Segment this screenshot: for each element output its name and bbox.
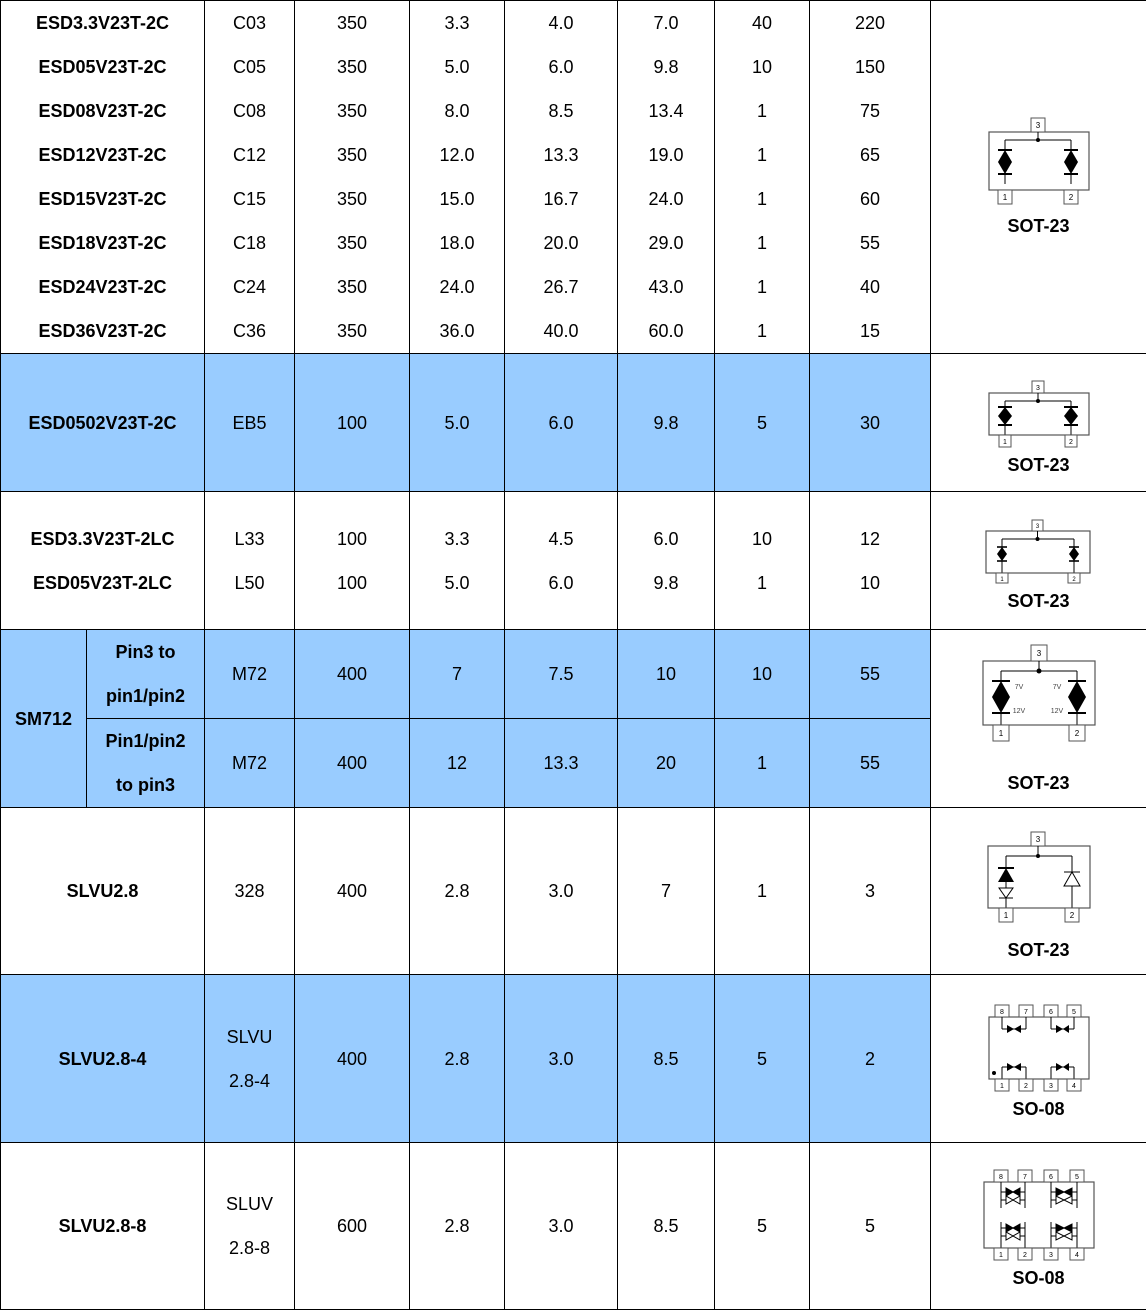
svg-text:3: 3: [1035, 835, 1040, 844]
vrwm-cell: 12: [410, 719, 505, 808]
svg-text:2: 2: [1074, 729, 1079, 738]
svg-text:6: 6: [1049, 1174, 1053, 1181]
svg-text:7: 7: [1024, 1009, 1028, 1016]
marking-cell: EB5: [205, 354, 295, 492]
vrwm-cell: 2.8: [410, 975, 505, 1143]
package-name: SOT-23: [1008, 589, 1070, 613]
vc-cell: 7: [618, 808, 715, 975]
svg-text:4: 4: [1072, 1083, 1076, 1090]
svg-text:7V: 7V: [1014, 684, 1023, 691]
package-cell: [931, 975, 1146, 1143]
marking-cell: M72: [205, 719, 295, 808]
cj-cell: 12 10: [810, 492, 931, 630]
svg-text:2: 2: [1069, 439, 1073, 446]
peak-power-cell: 350 350 350 350 350 350 350 350: [295, 1, 410, 354]
svg-text:3: 3: [1036, 649, 1041, 658]
svg-text:3: 3: [1049, 1083, 1053, 1090]
svg-text:1: 1: [1003, 439, 1007, 446]
sot23-dual-bidirectional-tvs-schematic-icon: [987, 116, 1091, 210]
svg-text:8: 8: [999, 1174, 1003, 1181]
package-name: SO-08: [1013, 1097, 1065, 1121]
svg-text:3: 3: [1035, 121, 1040, 130]
cj-cell: 5: [810, 1143, 931, 1310]
vc-cell: 9.8: [618, 354, 715, 492]
package-cell: [931, 808, 1146, 975]
marking-cell: SLUV 2.8-8: [205, 1143, 295, 1310]
ir-cell: 1: [715, 719, 810, 808]
ir-cell: 5: [715, 354, 810, 492]
svg-text:1: 1: [999, 1252, 1003, 1259]
vrwm-cell: 5.0: [410, 354, 505, 492]
vc-cell: 8.5: [618, 1143, 715, 1310]
svg-text:3: 3: [1035, 524, 1039, 530]
svg-text:2: 2: [1072, 577, 1076, 583]
part-number-cell: SLVU2.8-8: [1, 1143, 205, 1310]
svg-text:7: 7: [1023, 1174, 1027, 1181]
table-row: [1, 630, 1146, 719]
svg-text:2: 2: [1068, 193, 1073, 202]
vbr-cell: 3.0: [505, 975, 618, 1143]
package-name: SOT-23: [1008, 938, 1070, 962]
cj-cell: 3: [810, 808, 931, 975]
part-number-cell: ESD3.3V23T-2C ESD05V23T-2C ESD08V23T-2C ESD12V23T-2C ESD15V23T-2C ESD18V23T-2C ESD24V23T-2C ESD36V23T-2C: [1, 1, 205, 354]
package-name: SOT-23: [1008, 453, 1070, 477]
peak-power-cell: 400: [295, 719, 410, 808]
ir-cell: 10: [715, 630, 810, 719]
table-row: [1, 1143, 1146, 1310]
vrwm-cell: 7: [410, 630, 505, 719]
sot23-steering-diode-tvs-schematic-icon: [986, 830, 1092, 926]
peak-power-cell: 400: [295, 975, 410, 1143]
sot23-asymmetric-tvs-7v-12v-schematic-icon: [981, 643, 1097, 745]
cj-cell: 2: [810, 975, 931, 1143]
svg-text:6: 6: [1049, 1009, 1053, 1016]
marking-cell: M72: [205, 630, 295, 719]
svg-text:1: 1: [1002, 193, 1007, 202]
ir-cell: 10 1: [715, 492, 810, 630]
part-number-cell: SM712: [1, 630, 87, 808]
svg-text:8: 8: [1000, 1009, 1004, 1016]
sot23-low-capacitance-tvs-schematic-icon: [984, 519, 1094, 585]
ir-cell: 5: [715, 975, 810, 1143]
svg-text:1: 1: [998, 729, 1003, 738]
svg-text:2: 2: [1024, 1083, 1028, 1090]
vbr-cell: 4.0 6.0 8.5 13.3 16.7 20.0 26.7 40.0: [505, 1, 618, 354]
svg-text:1: 1: [1000, 1083, 1004, 1090]
vc-cell: 8.5: [618, 975, 715, 1143]
vbr-cell: 6.0: [505, 354, 618, 492]
sot23-dual-bidirectional-tvs-schematic-icon: [987, 379, 1091, 449]
so08-8-line-tvs-array-schematic-icon: [982, 1168, 1096, 1262]
vrwm-cell: 3.3 5.0: [410, 492, 505, 630]
package-cell: [931, 492, 1146, 630]
vbr-cell: 3.0: [505, 1143, 618, 1310]
cj-cell: 55: [810, 630, 931, 719]
cj-cell: 55: [810, 719, 931, 808]
marking-cell: 328: [205, 808, 295, 975]
ir-cell: 5: [715, 1143, 810, 1310]
vbr-cell: 7.5: [505, 630, 618, 719]
table-row: [1, 492, 1146, 630]
direction-cell: Pin1/pin2 to pin3: [87, 719, 205, 808]
vbr-cell: 13.3: [505, 719, 618, 808]
vrwm-cell: 2.8: [410, 808, 505, 975]
vrwm-cell: 2.8: [410, 1143, 505, 1310]
peak-power-cell: 100 100: [295, 492, 410, 630]
svg-text:5: 5: [1072, 1009, 1076, 1016]
vc-cell: 10: [618, 630, 715, 719]
part-number-cell: SLVU2.8: [1, 808, 205, 975]
part-number-cell: ESD3.3V23T-2LC ESD05V23T-2LC: [1, 492, 205, 630]
svg-text:3: 3: [1049, 1252, 1053, 1259]
svg-text:2: 2: [1023, 1252, 1027, 1259]
vc-cell: 7.0 9.8 13.4 19.0 24.0 29.0 43.0 60.0: [618, 1, 715, 354]
table-row: [1, 1, 1146, 354]
svg-text:2: 2: [1069, 911, 1074, 920]
table-row: [1, 975, 1146, 1143]
package-cell: [931, 1143, 1146, 1310]
table-row: [1, 808, 1146, 975]
vbr-cell: 3.0: [505, 808, 618, 975]
marking-cell: L33 L50: [205, 492, 295, 630]
so08-4-line-tvs-array-schematic-icon: [987, 1003, 1091, 1093]
svg-text:3: 3: [1036, 385, 1040, 392]
peak-power-cell: 100: [295, 354, 410, 492]
svg-text:5: 5: [1075, 1174, 1079, 1181]
package-name: SOT-23: [1008, 771, 1070, 795]
peak-power-cell: 400: [295, 630, 410, 719]
ir-cell: 1: [715, 808, 810, 975]
package-name: SO-08: [1013, 1266, 1065, 1290]
vrwm-cell: 3.3 5.0 8.0 12.0 15.0 18.0 24.0 36.0: [410, 1, 505, 354]
svg-text:12V: 12V: [1050, 708, 1063, 715]
svg-text:1: 1: [1003, 911, 1008, 920]
package-cell: [931, 1, 1146, 354]
marking-cell: SLVU 2.8-4: [205, 975, 295, 1143]
svg-text:1: 1: [1000, 577, 1004, 583]
package-name: SOT-23: [1008, 214, 1070, 238]
peak-power-cell: 600: [295, 1143, 410, 1310]
ir-cell: 40 10 1 1 1 1 1 1: [715, 1, 810, 354]
part-number-cell: SLVU2.8-4: [1, 975, 205, 1143]
cj-cell: 220 150 75 65 60 55 40 15: [810, 1, 931, 354]
vc-cell: 20: [618, 719, 715, 808]
part-number-cell: ESD0502V23T-2C: [1, 354, 205, 492]
svg-text:7V: 7V: [1052, 684, 1061, 691]
vbr-cell: 4.5 6.0: [505, 492, 618, 630]
cj-cell: 30: [810, 354, 931, 492]
svg-text:12V: 12V: [1012, 708, 1025, 715]
peak-power-cell: 400: [295, 808, 410, 975]
table-row: [1, 354, 1146, 492]
package-cell: [931, 630, 1146, 808]
package-cell: [931, 354, 1146, 492]
svg-text:4: 4: [1075, 1252, 1079, 1259]
marking-cell: C03 C05 C08 C12 C15 C18 C24 C36: [205, 1, 295, 354]
direction-cell: Pin3 to pin1/pin2: [87, 630, 205, 719]
vc-cell: 6.0 9.8: [618, 492, 715, 630]
